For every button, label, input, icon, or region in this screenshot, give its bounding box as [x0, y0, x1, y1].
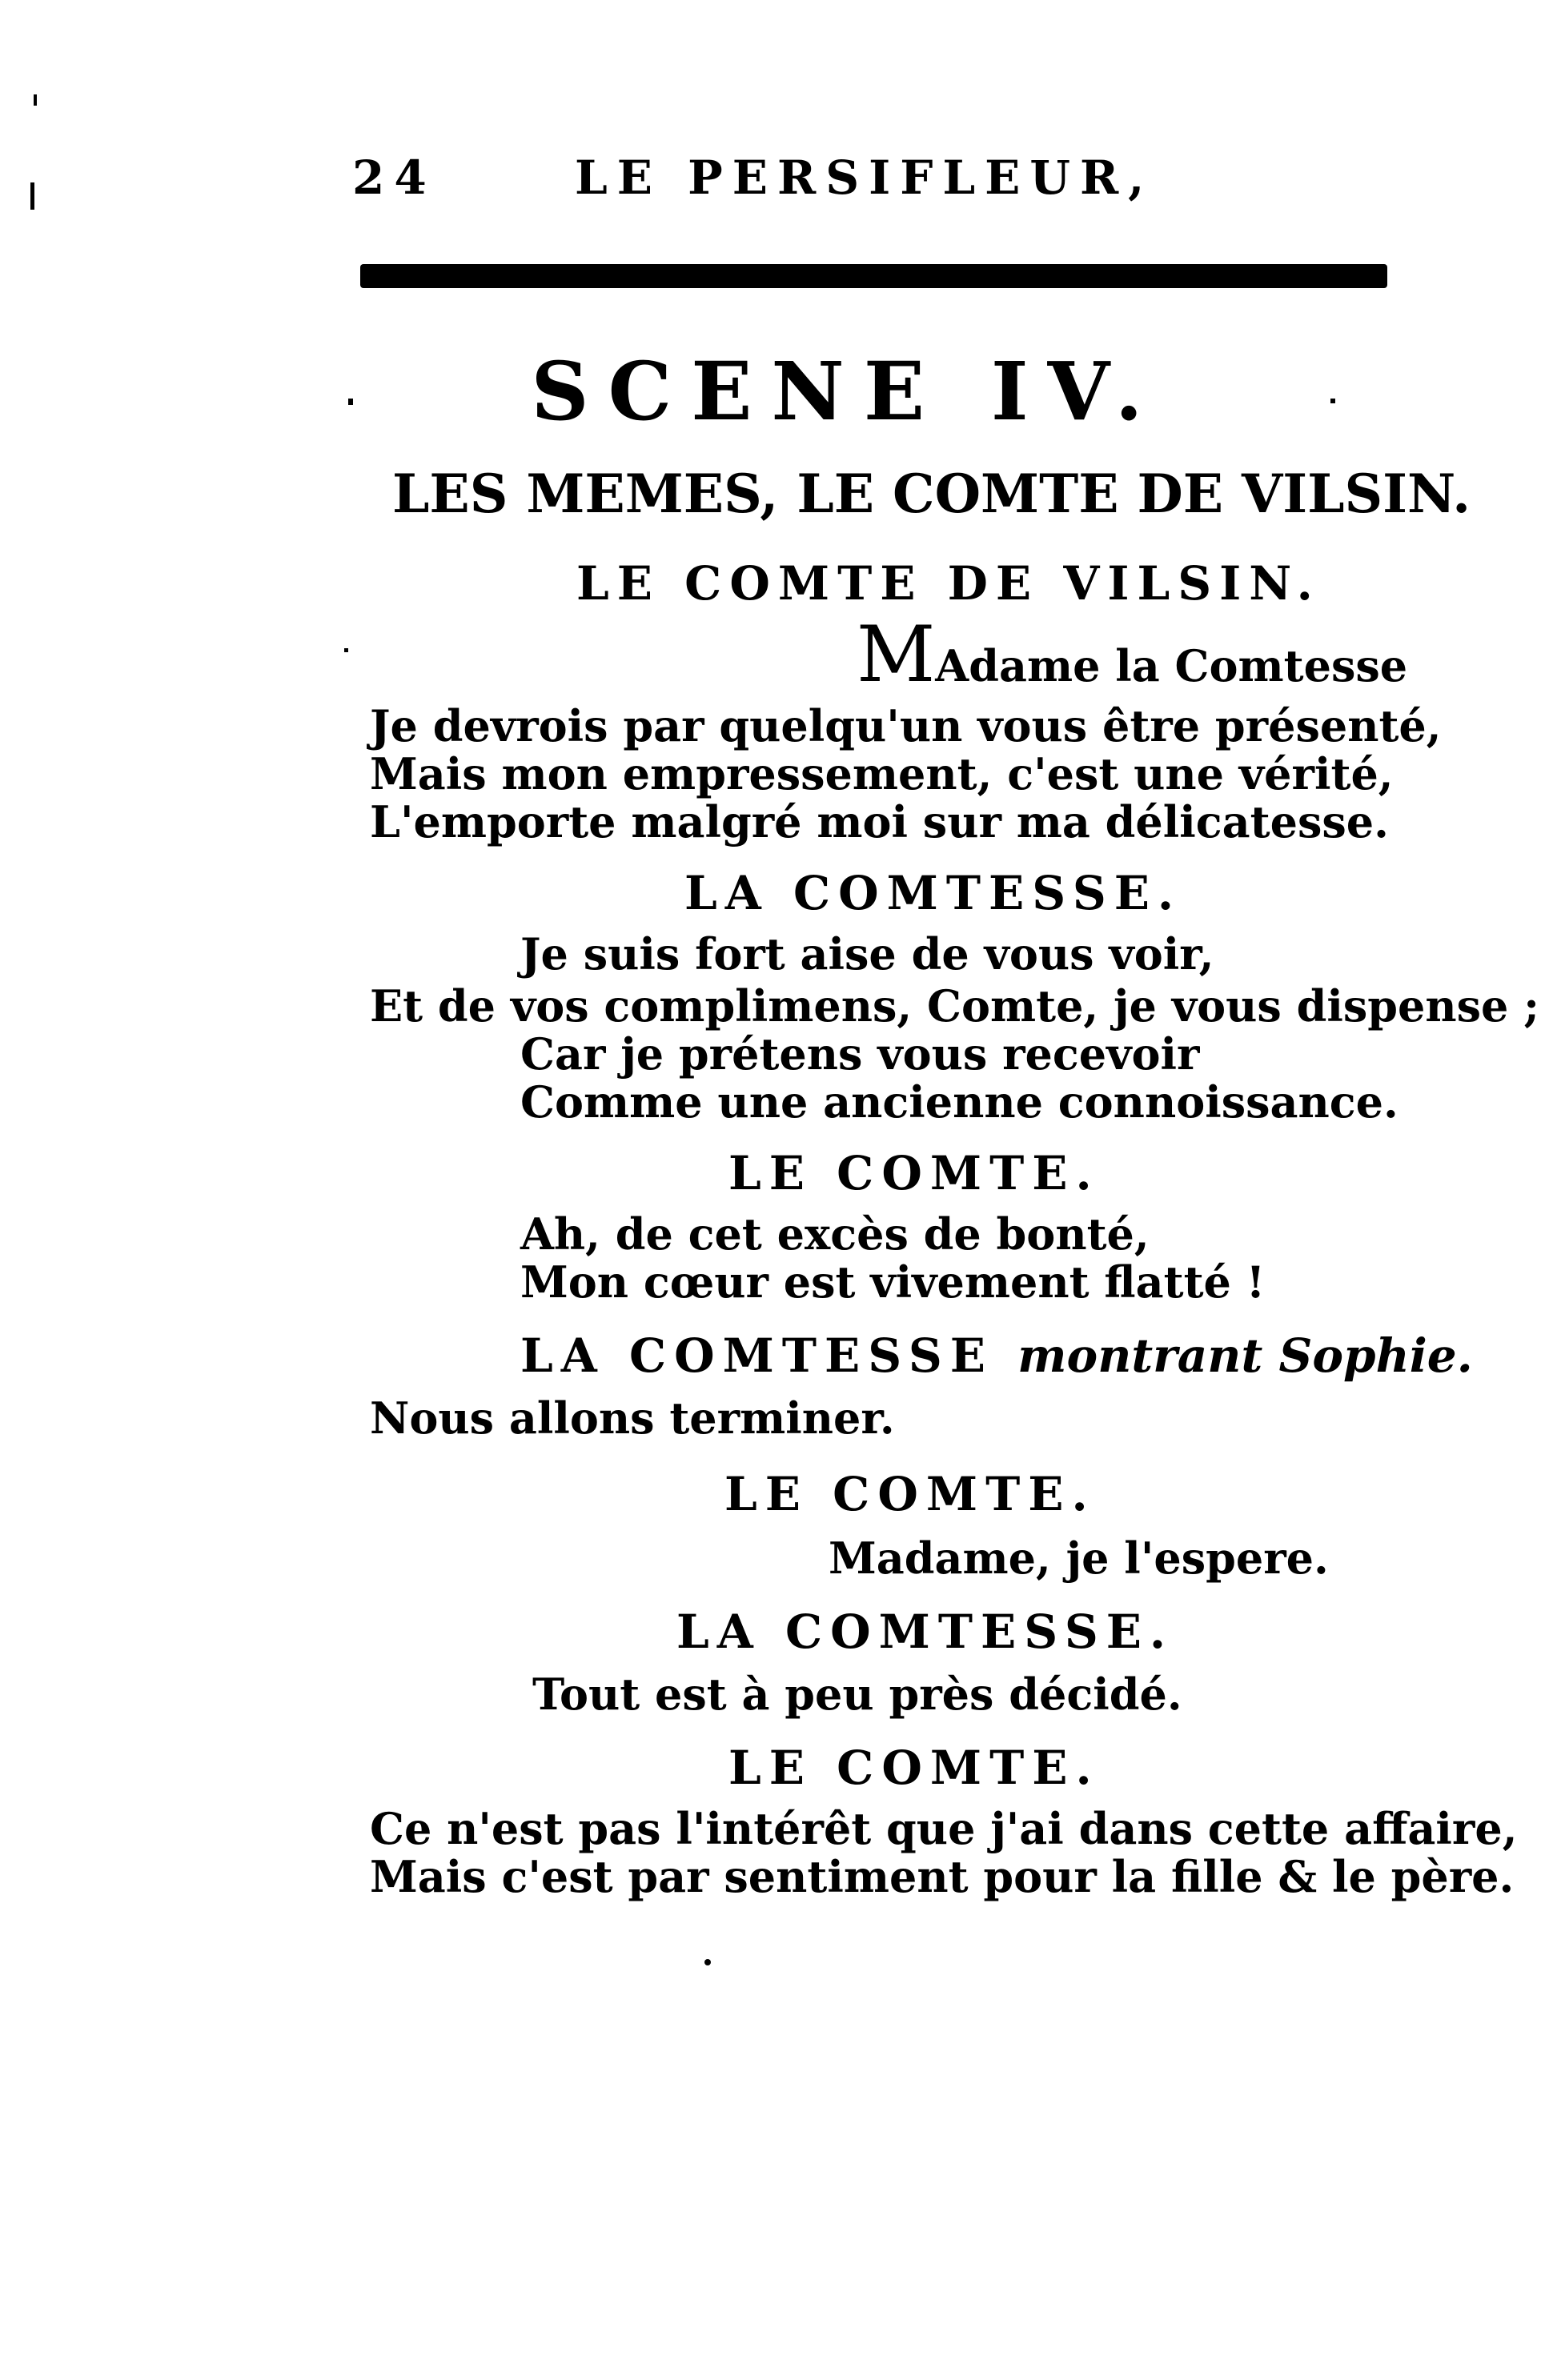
verse-line: Madame, je l'espere.: [829, 1533, 1329, 1584]
speaker-label: LA COMTESSE.: [684, 866, 1182, 920]
running-title: LE PERSIFLEUR,: [575, 150, 1154, 205]
scan-speck: [704, 1959, 711, 1965]
header-rule: [360, 264, 1387, 288]
speaker-label: LE COMTE.: [724, 1467, 1096, 1521]
verse-line: Mais c'est par sentiment pour la fille & le père.: [370, 1851, 1515, 1902]
scan-speck: [1330, 399, 1335, 403]
verse-line: Nous allons terminer.: [370, 1392, 895, 1444]
verse-line: Je devrois par quelqu'un vous être présenté,: [370, 700, 1442, 751]
drop-cap: M: [857, 610, 936, 699]
scan-speck: [34, 94, 37, 106]
speaker-label: [520, 1328, 1473, 1383]
verse-text: Adame la Comtesse: [935, 640, 1408, 691]
verse-line: Et de vos complimens, Comte, je vous dispense ;: [370, 980, 1540, 1032]
speaker-label: LE COMTE.: [728, 1146, 1100, 1200]
verse-line: Comme une ancienne connoissance.: [520, 1076, 1399, 1128]
scan-speck: [348, 399, 353, 405]
scan-speck: [344, 648, 348, 652]
cast-list: LES MEMES, LE COMTE DE VILSIN.: [392, 463, 1471, 525]
verse-line: Ah, de cet excès de bonté,: [520, 1208, 1150, 1260]
scan-speck: [30, 182, 34, 210]
verse-line: Ce n'est pas l'intérêt que j'ai dans cette affaire,: [370, 1803, 1518, 1854]
verse-line: Mais mon empressement, c'est une vérité,: [370, 748, 1394, 799]
stage-direction: montrant Sophie.: [1017, 1328, 1473, 1383]
speaker-label: LE COMTE.: [728, 1741, 1100, 1795]
scene-title: SCENE IV.: [531, 344, 1162, 439]
speaker-label: LE COMTE DE VILSIN.: [576, 556, 1321, 611]
verse-line: Je suis fort aise de vous voir,: [520, 928, 1214, 980]
speaker-label: LA COMTESSE.: [676, 1605, 1174, 1659]
verse-line: Tout est à peu près décidé.: [532, 1669, 1182, 1720]
page-number: 24: [352, 150, 436, 205]
verse-line: Car je prétens vous recevoir: [520, 1028, 1200, 1080]
verse-line-dropcap: [857, 610, 1408, 699]
verse-line: Mon cœur est vivement flatté !: [520, 1256, 1266, 1308]
speaker-name: LA COMTESSE: [520, 1328, 993, 1383]
verse-line: L'emporte malgré moi sur ma délicatesse.: [370, 796, 1389, 847]
